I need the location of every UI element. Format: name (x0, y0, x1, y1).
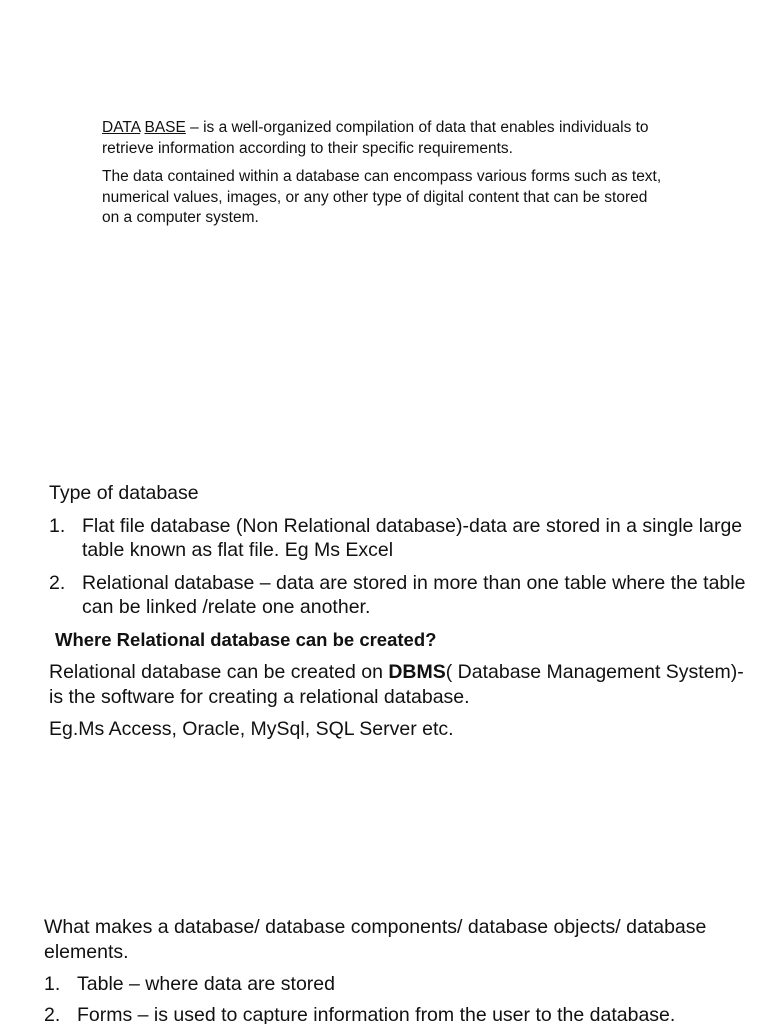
list-item (44, 972, 764, 997)
term-base: BASE (144, 119, 186, 136)
question-heading: Where Relational database can be created? (55, 628, 437, 650)
dbms-term: DBMS (388, 661, 446, 683)
components-heading: What makes a database/ database components/ database objects/ database elements. (44, 916, 707, 963)
list-item-text: Relational database – data are stored in more than one table where the table can be linked /relate one another. (82, 571, 746, 618)
database-components-section (44, 915, 764, 1024)
types-heading: Type of database (49, 482, 199, 504)
types-list (49, 514, 749, 620)
dbms-text-before: Relational database can be created on (49, 661, 389, 683)
list-item-number: 1. (49, 514, 66, 537)
types-of-database-section (49, 481, 749, 750)
database-definition-section (102, 118, 662, 237)
list-item (49, 514, 749, 563)
definition-paragraph (102, 118, 662, 159)
list-item (49, 571, 749, 620)
list-item-text: Forms – is used to capture information from the user to the database. (77, 1003, 676, 1024)
list-item-number: 1. (44, 973, 61, 995)
term-data: DATA (102, 119, 141, 136)
dbms-text-after: ( Database Management System)- is the software for creating a relational database. (49, 661, 744, 708)
list-item-number: 2. (49, 571, 66, 594)
list-item-text: Flat file database (Non Relational database)-data are stored in a single large table known as flat file. Eg Ms Excel (82, 514, 743, 561)
list-item-number: 2. (44, 1003, 61, 1024)
data-forms-paragraph: The data contained within a database can encompass various forms such as text, numerical values, images, or any other type of digital content that can be stored on a computer system. (102, 168, 662, 226)
list-item (44, 1003, 764, 1024)
dbms-paragraph (49, 660, 749, 709)
components-list (44, 972, 764, 1024)
list-item-text: Table – where data are stored (77, 973, 335, 995)
definition-text: – is a well-organized compilation of data that enables individuals to retrieve information according to their specific requirements. (102, 119, 649, 157)
examples-paragraph: Eg.Ms Access, Oracle, MySql, SQL Server etc. (49, 718, 454, 740)
